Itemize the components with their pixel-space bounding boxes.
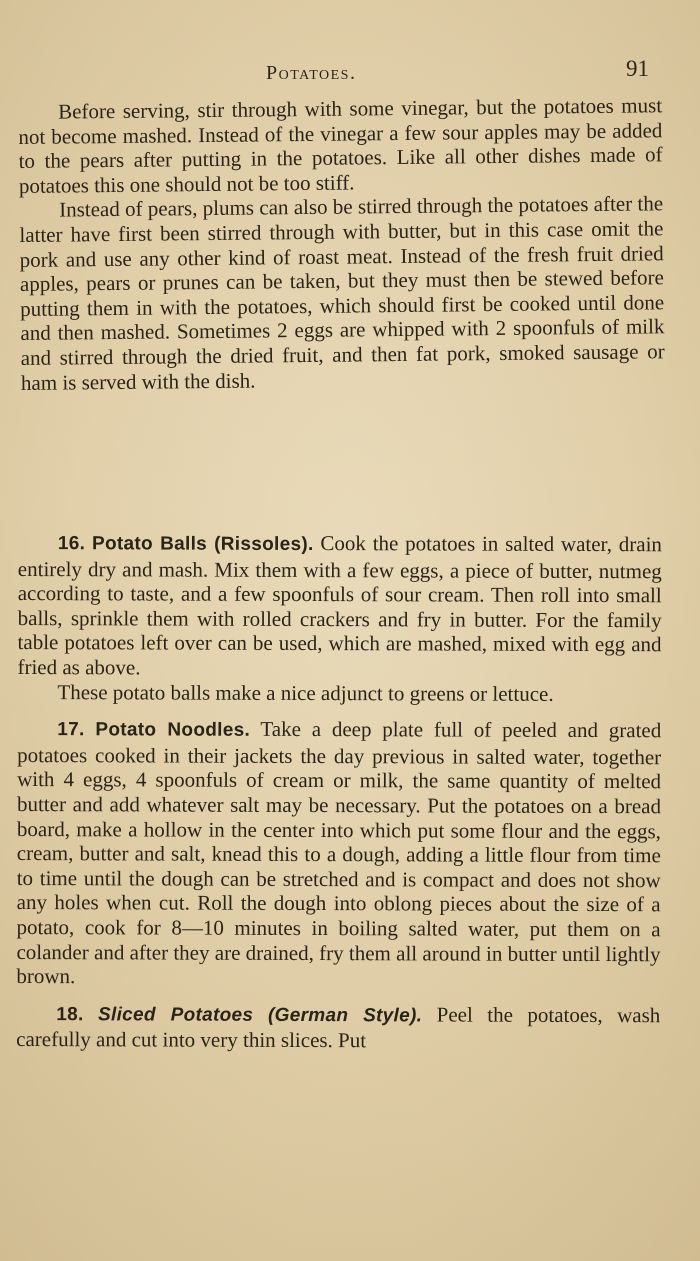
lower-text-block: [16, 518, 662, 1054]
recipe-body: Peel the potatoes, wash carefully and cut into very thin slices. Put: [16, 1002, 661, 1053]
recipe-title: Potato Balls (Rissoles).: [92, 533, 314, 556]
recipe-18: [16, 1001, 660, 1054]
recipe-number: 18.: [56, 1003, 84, 1025]
upper-text-block: [18, 93, 665, 395]
recipe-number: 17.: [57, 719, 85, 741]
recipe-body: Cook the potatoes in salted water, drain entirely dry and mash. Mix them with a few eggs, a piece of butter, nutmeg according to taste, and a few spoonfuls of sour cream. Then roll into small balls, sprinkle them with rolled crackers and fry in butter. For the family table potatoes left over can be used, which are mashed, mixed with egg and fried as above.: [17, 531, 662, 680]
recipe-number: 16.: [57, 533, 86, 555]
paragraph-serving: Before serving, stir through with some vinegar, but the potatoes must not become mashed. Instead of the vinegar a few sour apples may be added to the pears after putting in the potatoes. Like all other dishes made of potatoes this one should not be too stiff.: [18, 93, 663, 198]
recipe-17: [16, 716, 661, 991]
page-header: [0, 56, 700, 90]
recipe-16: [17, 530, 662, 682]
recipe-title: Sliced Potatoes (German Style).: [98, 1003, 423, 1027]
recipe-body: Take a deep plate full of peeled and grated potatoes cooked in their jackets the day previous in salted water, together with 4 eggs, 4 spoonfuls of cream or milk, the same quantity of melted butter and add whatever salt may be necessary. Put the potatoes on a bread board, make a hollow in the center into which put some flour and the eggs, cream, butter and salt, knead this to a dough, adding a little flour from time to time until the dough can be stretched and is compact and does not show any holes when cut. Roll the dough into oblong pieces about the size of a potato, cook for 8—10 minutes in boiling salted water, put them on a colander and after they are drained, fry them all around in butter until lightly brown.: [16, 717, 662, 989]
recipe-title: Potato Noodles.: [95, 719, 251, 741]
running-title: Potatoes.: [266, 62, 357, 84]
page-number: 91: [626, 56, 649, 81]
paragraph-plums: Instead of pears, plums can also be stirred through the potatoes after the latter have first been stirred through with butter, but in this case omit the pork and use any other kind of roast meat. Instead of the fresh fruit dried apples, pears or prunes can be taken, but they must then be stewed before putting them in with the potatoes, which should first be cooked until done and then mashed. Sometimes 2 eggs are whipped with 2 spoonfuls of milk and stirred through the dried fruit, and then fat pork, smoked sausage or ham is served with the dish.: [19, 191, 665, 395]
recipe-16-note: These potato balls make a nice adjunct to greens or lettuce.: [57, 679, 554, 706]
